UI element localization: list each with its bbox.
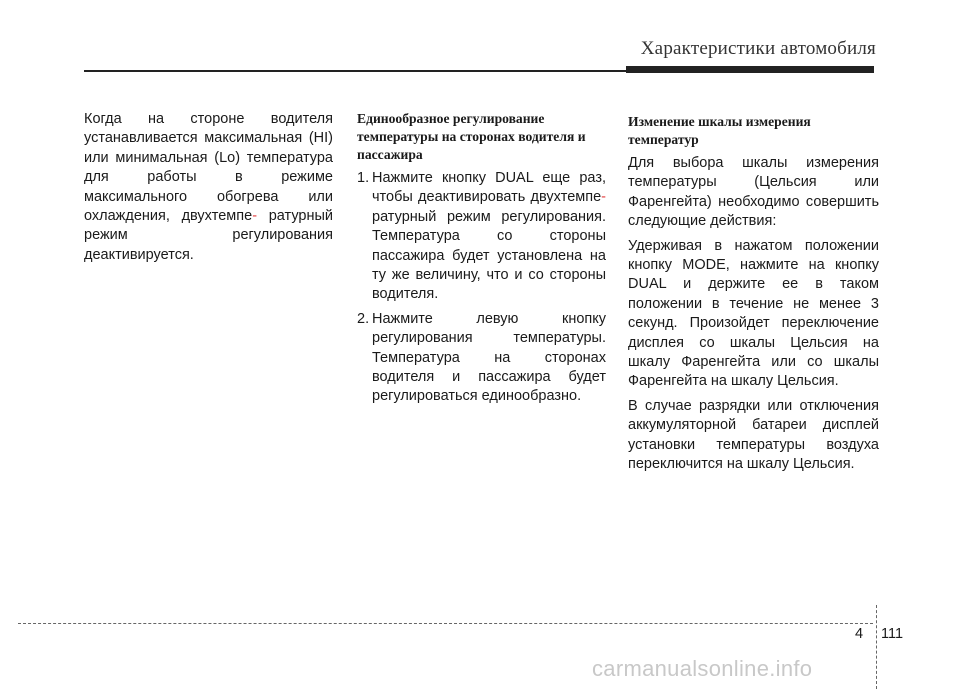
- page-number: 111: [881, 626, 904, 642]
- hyphen-mark: -: [252, 208, 258, 225]
- footer-dashed-divider: [876, 605, 877, 689]
- step-text-tail: ратурный режим регулирования. Температура со стороны пассажира будет установлена на ту же величину, что и со стороны водителя.: [372, 208, 606, 303]
- column-right: [628, 113, 879, 480]
- footer-dashed-rule: [18, 623, 873, 624]
- step-number: 2.: [357, 310, 370, 327]
- step-number: 1.: [357, 170, 370, 186]
- step-item: [357, 169, 606, 305]
- watermark: carmanualsonline.info: [592, 656, 813, 681]
- step-text: Нажмите кнопку DUAL еще раз, чтобы деактивировать двухтемпе: [372, 170, 606, 206]
- header-accent-bar: [626, 66, 874, 73]
- steps-list: [357, 169, 606, 407]
- column-left: [84, 110, 333, 270]
- step-text: Нажмите левую кнопку регулирования температуры. Температура на сторонах водителя и пассажира будет регулироваться единообразно.: [372, 310, 606, 405]
- hyphen-mark: -: [601, 189, 606, 206]
- column-middle: [357, 110, 606, 412]
- intro-paragraph: [84, 110, 333, 265]
- intro-text: Когда на стороне водителя устанавливается максимальная (HI) или минимальная (Lo) температура для работы в режиме максимального обогрева или охлаждения, двухтемпе: [84, 111, 333, 225]
- step-item: [357, 310, 606, 407]
- section-heading-scale: Изменение шкалы измерения температур: [628, 114, 811, 147]
- scale-paragraph-2: Удерживая в нажатом положении кнопку MODE, нажмите на кнопку DUAL и держите ее в таком положении в течение не менее 3 секунд. Произойдет переключение дисплея со шкалы Цельсия на шкалу Фаренгейта или со шкалы Фаренгейта на шкалу Цельсия.: [628, 237, 879, 390]
- chapter-number: 4: [855, 626, 864, 642]
- scale-paragraph-1: Для выбора шкалы измерения температуры (Цельсия или Фаренгейта) необходимо совершить следующие действия:: [628, 155, 879, 230]
- scale-paragraph-3: В случае разрядки или отключения аккумуляторной батареи дисплей установки температуры воздуха переключится на шкалу Цельсия.: [628, 397, 879, 473]
- section-heading-uniform: Единообразное регулирование температуры на сторонах водителя и пассажира: [357, 111, 586, 162]
- intro-text-tail: ратурный режим регулирования деактивируется.: [84, 208, 334, 263]
- page-header-title: Характеристики автомобиля: [640, 38, 876, 59]
